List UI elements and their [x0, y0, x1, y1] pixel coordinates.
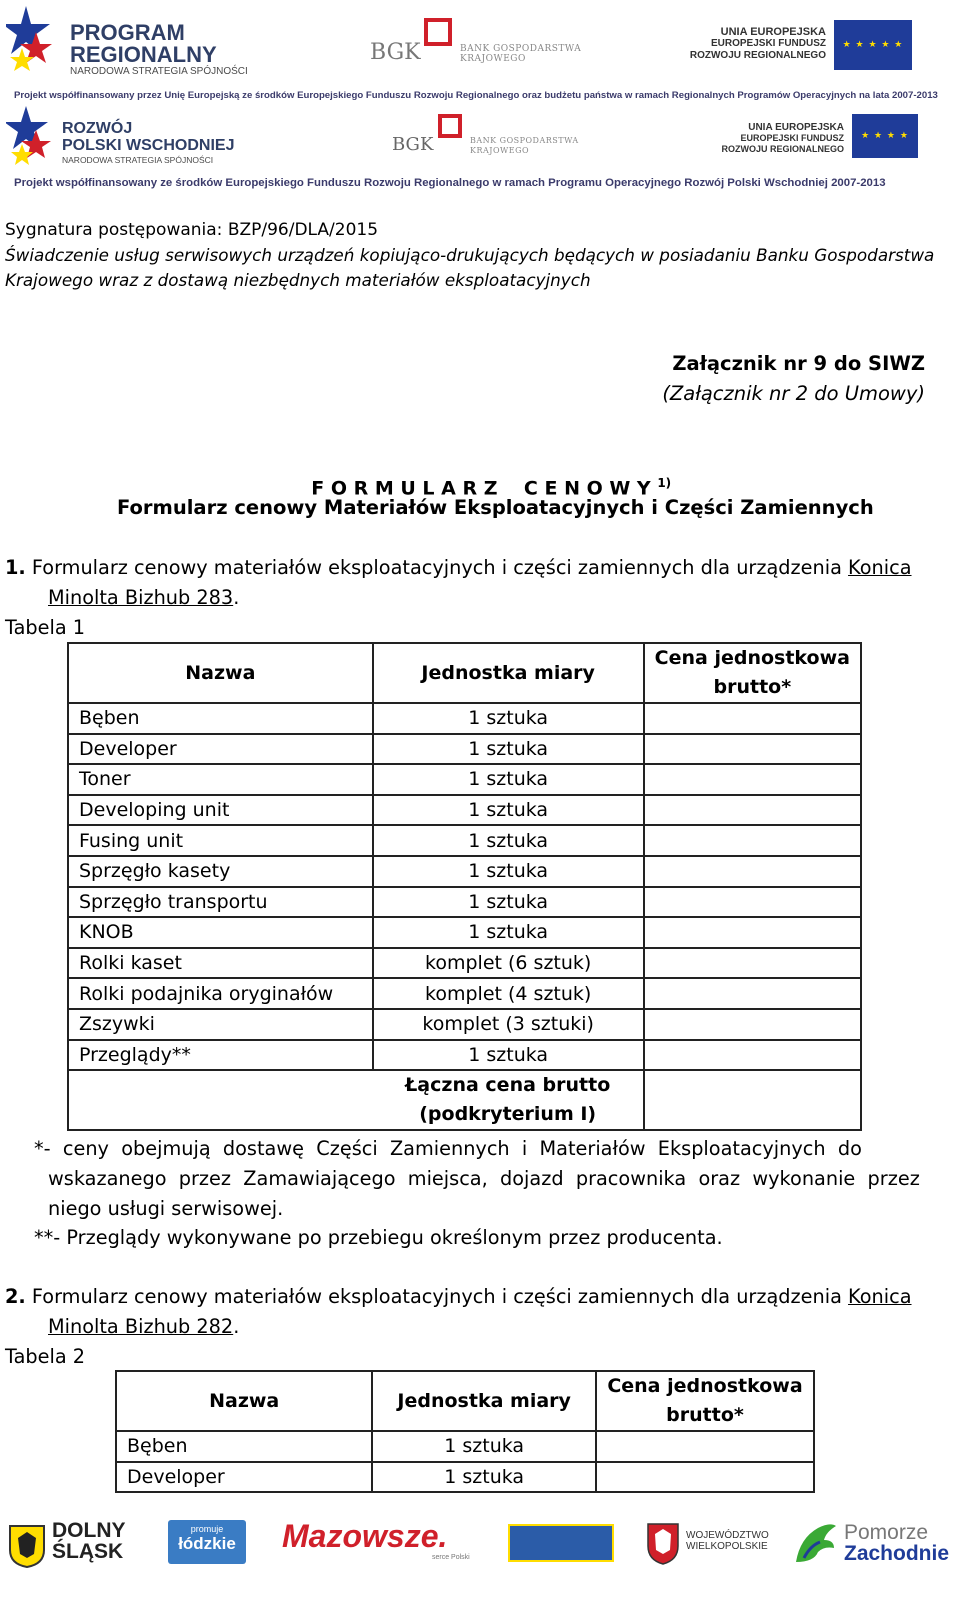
price-table-2 — [115, 1370, 815, 1493]
item-unit: 1 sztuka — [372, 1431, 596, 1462]
bgk-square-icon — [424, 18, 452, 46]
table-row — [68, 734, 861, 765]
pomorze-zachodnie-gryphon-icon — [790, 1518, 840, 1568]
section-2-heading-cont: Minolta Bizhub 282. — [48, 1315, 240, 1338]
price-cell[interactable] — [644, 825, 861, 856]
mazowsze-logo: Mazowsze. — [282, 1518, 448, 1554]
item-unit: 1 sztuka — [373, 917, 644, 948]
item-unit: komplet (3 sztuki) — [373, 1009, 644, 1040]
table-row — [68, 703, 861, 734]
header-price: Cena jednostkowa brutto* — [596, 1371, 814, 1431]
project-cofinancing-line-2: Projekt współfinansowany ze środków Europejskiego Funduszu Rozwoju Regionalnego w ramach Programu Operacyjnego Rozwój Polski Wschodniej 2007-2013 — [14, 177, 886, 189]
annex-title: Załącznik nr 9 do SIWZ — [672, 352, 925, 375]
header-unit: Jednostka miary — [372, 1371, 596, 1431]
price-table-1 — [67, 642, 862, 1131]
header-name: Nazwa — [116, 1371, 372, 1431]
table-row — [68, 948, 861, 979]
price-cell[interactable] — [644, 948, 861, 979]
wielkopolskie-text: WOJEWÓDZTWO WIELKOPOLSKIE — [686, 1530, 769, 1552]
item-unit: komplet (4 sztuk) — [373, 978, 644, 1009]
price-cell[interactable] — [644, 887, 861, 918]
note-1-line-1: *- ceny obejmują dostawę Części Zamiennych i Materiałów Eksploatacyjnych do — [34, 1137, 862, 1160]
header-unit: Jednostka miary — [373, 643, 644, 703]
item-unit: 1 sztuka — [373, 764, 644, 795]
wielkopolska-crest-icon — [646, 1522, 680, 1566]
subject-line-1: Świadczenie usług serwisowych urządzeń kopiująco-drukujących będących w posiadaniu Banku Gospodarstwa — [5, 245, 935, 265]
item-name: Zszywki — [68, 1009, 373, 1040]
price-cell[interactable] — [644, 764, 861, 795]
item-unit: 1 sztuka — [372, 1462, 596, 1493]
program-regionalny-star-icon — [6, 4, 64, 84]
eu-text-2: UNIA EUROPEJSKA EUROPEJSKI FUNDUSZ ROZWOJU REGIONALNEGO — [721, 122, 844, 154]
section-1-heading-cont: Minolta Bizhub 283. — [48, 586, 240, 609]
pomorskie-logo — [508, 1524, 614, 1562]
item-unit: komplet (6 sztuk) — [373, 948, 644, 979]
dolny-slask-text: DOLNY ŚLĄSK — [52, 1519, 126, 1563]
table-2-label: Tabela 2 — [5, 1345, 86, 1368]
price-cell[interactable] — [644, 703, 861, 734]
table-row — [68, 1009, 861, 1040]
total-empty — [68, 1070, 373, 1130]
lodzkie-logo: promuje łódzkie — [168, 1520, 246, 1564]
price-cell[interactable] — [644, 1009, 861, 1040]
item-unit: 1 sztuka — [373, 795, 644, 826]
item-name: Bęben — [68, 703, 373, 734]
eu-flag-icon: ★ ★ ★ ★ ★ — [834, 20, 912, 70]
subject-line-2: Krajowego wraz z dostawą niezbędnych materiałów eksploatacyjnych — [5, 270, 591, 290]
table-row — [68, 856, 861, 887]
table-row — [68, 764, 861, 795]
item-unit: 1 sztuka — [373, 887, 644, 918]
item-name: Sprzęgło transportu — [68, 887, 373, 918]
item-unit: 1 sztuka — [373, 734, 644, 765]
item-unit: 1 sztuka — [373, 825, 644, 856]
form-title: F O R M U L A R Z C E N O W Y $^{1)}$ — [311, 476, 672, 500]
eu-text-1: UNIA EUROPEJSKA EUROPEJSKI FUNDUSZ ROZWOJU REGIONALNEGO — [689, 26, 826, 61]
header-price: Cena jednostkowa brutto* — [644, 643, 861, 703]
item-unit: 1 sztuka — [373, 703, 644, 734]
item-name: Rolki podajnika oryginałów — [68, 978, 373, 1009]
item-name: Bęben — [116, 1431, 372, 1462]
price-cell[interactable] — [644, 917, 861, 948]
procedure-signature: Sygnatura postępowania: BZP/96/DLA/2015 — [5, 220, 379, 240]
mazowsze-sub: serce Polski — [432, 1554, 470, 1561]
program-regionalny-sub: NARODOWA STRATEGIA SPÓJNOŚCI — [70, 66, 248, 77]
eu-flag-icon-2: ★ ★ ★ ★ — [852, 114, 918, 158]
note-1-line-3: niego usługi serwisowej. — [48, 1197, 284, 1220]
item-name: Toner — [68, 764, 373, 795]
table-row — [68, 887, 861, 918]
price-cell[interactable] — [644, 734, 861, 765]
price-cell[interactable] — [644, 978, 861, 1009]
table-total-row — [68, 1070, 861, 1130]
note-1-line-2: wskazanego przez Zamawiającego miejsca, dojazd pracownika oraz wykonanie przez — [48, 1167, 920, 1190]
table-row — [68, 1040, 861, 1071]
item-name: Developer — [68, 734, 373, 765]
rozwoj-title: ROZWÓJ POLSKI WSCHODNIEJ — [62, 120, 235, 154]
price-cell[interactable] — [596, 1431, 814, 1462]
item-name: Rolki kaset — [68, 948, 373, 979]
item-unit: 1 sztuka — [373, 856, 644, 887]
item-name: KNOB — [68, 917, 373, 948]
table-row — [68, 917, 861, 948]
footer-logos — [0, 1518, 960, 1622]
item-unit: 1 sztuka — [373, 1040, 644, 1071]
price-cell[interactable] — [596, 1462, 814, 1493]
rozwoj-star-icon — [6, 104, 60, 176]
pomorze-zachodnie-text: Pomorze Zachodnie — [844, 1521, 950, 1565]
item-name: Sprzęgło kasety — [68, 856, 373, 887]
header-name: Nazwa — [68, 643, 373, 703]
bgk-logo-sub-2: BANK GOSPODARSTWA KRAJOWEGO — [470, 136, 579, 155]
bgk-logo-text-2: BGK — [392, 134, 434, 155]
total-label: Łączna cena brutto (podkryterium I) — [373, 1070, 644, 1130]
program-regionalny-title: PROGRAM REGIONALNY — [70, 20, 217, 67]
bgk-logo-sub: BANK GOSPODARSTWA KRAJOWEGO — [460, 44, 582, 64]
table-1-label: Tabela 1 — [5, 616, 86, 639]
price-cell[interactable] — [644, 1040, 861, 1071]
bgk-logo-text: BGK — [370, 40, 421, 65]
project-cofinancing-line-1: Projekt współfinansowany przez Unię Europejską ze środków Europejskiego Funduszu Rozwoju Regionalnego oraz budżetu państwa w ramach Regionalnych Programów Operacyjnych na lata 2007-2013 — [14, 90, 938, 101]
item-name: Developer — [116, 1462, 372, 1493]
table-row — [68, 825, 861, 856]
price-cell[interactable] — [644, 856, 861, 887]
table-row — [116, 1431, 814, 1462]
item-name: Przeglądy** — [68, 1040, 373, 1071]
annex-subtitle: (Załącznik nr 2 do Umowy) — [662, 382, 925, 405]
table-row — [116, 1462, 814, 1493]
table-row — [68, 795, 861, 826]
rozwoj-sub: NARODOWA STRATEGIA SPÓJNOŚCI — [62, 155, 214, 165]
section-2-heading: 2. Formularz cenowy materiałów eksploatacyjnych i części zamiennych dla urządzenia Konica — [5, 1285, 912, 1308]
section-1-heading: 1. Formularz cenowy materiałów eksploatacyjnych i części zamiennych dla urządzenia Konica — [5, 556, 912, 579]
item-name: Fusing unit — [68, 825, 373, 856]
item-name: Developing unit — [68, 795, 373, 826]
total-price-cell[interactable] — [644, 1070, 861, 1130]
table-row — [68, 978, 861, 1009]
dolny-slask-crest-icon — [8, 1524, 46, 1568]
form-subtitle: Formularz cenowy Materiałów Eksploatacyjnych i Części Zamiennych — [117, 496, 874, 519]
price-cell[interactable] — [644, 795, 861, 826]
bgk-square-icon-2 — [438, 114, 462, 138]
table-header-row — [116, 1371, 814, 1431]
note-2: **- Przeglądy wykonywane po przebiegu określonym przez producenta. — [34, 1226, 723, 1249]
table-header-row — [68, 643, 861, 703]
